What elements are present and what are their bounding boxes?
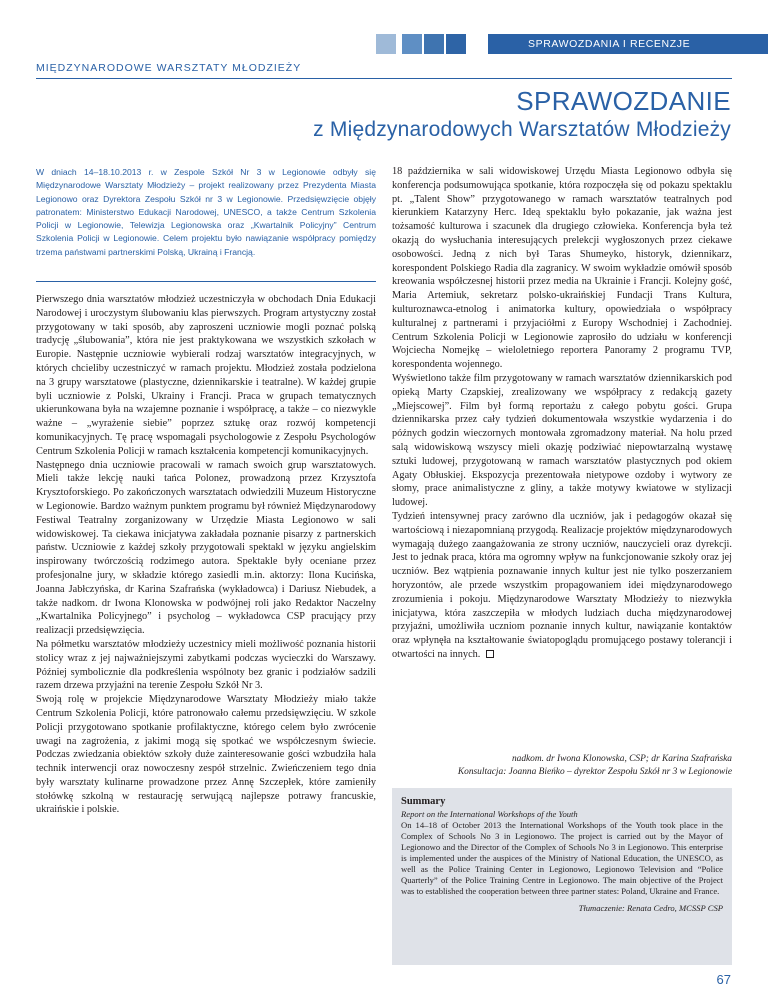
divider [36,78,732,79]
summary-translation: Tłumaczenie: Renata Cedro, MCSSP CSP [578,903,723,913]
summary-subtitle: Report on the International Workshops of the Youth [401,809,578,819]
header-square [402,34,422,54]
paragraph: Wyświetlono także film przygotowany w ramach warsztatów dziennikarskich pod opieką Marty Czapskiej, zrealizowany we współpracy z redakcją gazety „Miejscowej”. Film był formą reportażu z całego pobytu gości. Grupa dziennikarska przez cały tydzień dokumentowała wszystkie wydarzenia i do późnych godzin wieczornych montowała zgromadzony materiał. Na holu przed salą widowiskową wszyscy mieli okazję podziwiać niepowtarzalną wystawę sztuki ludowej, przygotowaną w ramach warsztatów plastycznych pod okiem Agaty Obłuskiej. Ekspozycja prezentowała nietypowe ozdoby i wytwory ze słomy, prace animalistyczne z gliny, a także motywy kwiatowe w stylizacji ludowej. [392,372,732,509]
paragraph-text: Tydzień intensywnej pracy zarówno dla uczniów, jak i pedagogów okazał się wartościową i niezapomnianą przygodą. Realizacje projektów międzynarodowych wymagają dużego zaangażowania ze strony uczniów, nauczycieli oraz dyrekcji. Jest to jednak praca, która ma ogromny wpływ na funkcjonowanie szkoły oraz jej uczniów. Bez wątpienia poznawanie innych kultur jest nie tylko poszerzaniem horyzontów, ale przede wszystkim propagowaniem idei międzynarodowego zrozumienia i pokoju. Międzynarodowe Warsztaty Młodzieży to niezwykła inicjatywa, która zaszczepiła w młodych ludziach ducha międzynarodowej przyjaźni, umożliwiła uczniom poznanie innych kultur, nawiązanie kontaktów oraz wpłynęła na kształtowanie światopoglądu promującego postawy tolerancji i otwartości na innych. [392,510,732,660]
summary-box [392,788,732,965]
right-column [392,165,732,662]
paragraph: Następnego dnia uczniowie pracowali w ramach swoich grup warsztatowych. Mieli także lekcję nauki tańca Polonez, prowadzoną przez Krzysztofa Krysztoforskiego. Po zakończonych warsztatach odwiedzili Muzeum Historyczne w Legionowie. Bardzo ważnym punktem programu był również Międzynarodowy Festiwal Teatralny zorganizowany w Urzędzie Miasta Legionowo w sali widowiskowej. Ta ciekawa inicjatywa zakładała poznanie pisarzy z partnerskich państw. Uczniowie z każdej szkoły przygotowali spektakl w języku angielskim inspirowany twórczością rodzimego autora. Spektakle były oceniane przez profesjonalne jury, w składzie którego zasiedli m.in. aktorzy: Ilona Kucińska, Joanna Jabłczyńska, dr Karina Szafrańska (wykładowca) i Dariusz Niebudek, a także nadkom. dr Iwona Klonowska w podwójnej roli jako Redaktor Naczelny „Kwartalnika Policyjnego” i psycholog – wykładowca CSP pracujący przy realizacji przedsięwzięcia. [36,459,376,637]
article-subtitle: z Międzynarodowych Warsztatów Młodzieży [313,118,731,141]
paragraph: Pierwszego dnia warsztatów młodzież uczestniczyła w obchodach Dnia Edukacji Narodowej i uroczystym ślubowaniu klas pierwszych. Program artystyczny został przygotowany w taki sposób, aby zaproszeni uczniowie mogli poznać polską tradycję „ślubowania”, która nie jest praktykowana we wszystkich szkołach w Europie. Następnie uczniowie wybierali rodzaj warsztatów integracyjnych, w których chcieliby uczestniczyć w ramach projektu. Młodzież została podzielona na 3 grupy warsztatowe (plastyczne, dziennikarskie i teatralne). W każdej grupie byli uczniowie z Polski, Ukrainy i Francji. Praca w grupach tematycznych ukierunkowana była na wzajemne poznanie i współpracę, a także – co niezwykle ważne – „wyrażenie siebie” poprzez sztukę oraz rozwój kompetencji komunikacyjnych. Tę pracę wspomagali psychologowie z Zespołu Psychologów Centrum Szkolenia Policji w ramach kształcenia kompetencji komunikacyjnych. [36,294,376,457]
paragraph: Swoją rolę w projekcie Międzynarodowe Warsztaty Młodzieży miało także Centrum Szkolenia Policji, które patronowało całemu przedsięwzięciu. W szkole Policji przygotowano spotkanie profilaktyczne, którego celem było zwrócenie uwagi na zagrożenia, z jakimi mogą się spotkać we współczesnym świecie. Podczas zwiedzania obiektów szkoły duże zainteresowanie gości wzbudziła hala technik interwencji oraz nowoczesny zespół strzelnic. Zwieńczeniem tego dnia były warsztaty kulinarne prowadzone przez Annę Szczepłek, które zamieniły stołówkę szkolną w restaurację serwującą najlepsze potrawy francuskie, ukraińskie i polskie. [36,694,376,816]
paragraph: Na półmetku warsztatów młodzieży uczestnicy mieli możliwość poznania historii stolicy wraz z jej najważniejszymi zabytkami podczas wycieczki do Warszawy. Później symbolicznie dla podkreślenia wspólnoty bez granic i podziałów sadzili razem drzewa przyjaźni na terenie Zespołu Szkół Nr 3. [36,638,376,692]
header-squares [376,34,466,54]
end-of-article-icon [486,650,494,658]
consultation: Konsultacja: Joanna Bieńko – dyrektor Zespołu Szkół nr 3 w Legionowie [457,767,732,777]
paragraph-last [392,510,732,662]
left-column [36,293,376,817]
paragraph: 18 października w sali widowiskowej Urzędu Miasta Legionowo odbyła się konferencja podsumowująca spotkanie, która rozpoczęła się od pokazu spektaklu pt. „Talent Show” przygotowanego w ramach warsztatów teatralnych pod kierunkiem Katarzyny Herc. Ideą spektaklu było pokazanie, jak ważna jest tożsamość kulturowa i szacunek dla drugiego człowieka. Konferencja była też okazją do wysłuchania interesujących prelekcji wygłoszonych przez ciekawe osobowości. Jedną z nich był Taras Shumeyko, historyk, dziennikarz, korespondent Polskiego Radia dla zagranicy. W swoim wykładzie omówił sposób kreowania współczesnej historii przez media na Ukrainie i Francji. Kolejny gość, Maria Artemiuk, sekretarz polsko-ukraińskiej Fundacji Trans Kultura, kulturoznawca-etnolog i animatorka kultury, opowiedziała o współpracy kulturalnej z partnerami i przyjaciółmi z Europy Wschodniej i Zachodniej. Centrum Szkolenia Policji w Legionowie zaprosiło do udziału w konferencji Wojciecha Nomejkę – wieloletniego reportera Panoramy 2 programu TVP, korespondenta wojennego. [392,166,732,371]
page-number: 67 [716,972,731,987]
section-header: SPRAWOZDANIA I RECENZJE [488,34,768,54]
author-block [372,753,732,779]
header-square [376,34,396,54]
author-names: nadkom. dr Iwona Klonowska, CSP; dr Karina Szafrańska [511,754,732,764]
lead-divider [36,281,376,282]
article-title: SPRAWOZDANIE [516,86,731,116]
summary-title: Summary [401,796,446,807]
header-square [424,34,444,54]
lead-paragraph: W dniach 14–18.10.2013 r. w Zespole Szkół Nr 3 w Legionowie odbyły się Międzynarodowe Warsztaty Młodzieży – projekt realizowany przez Prezydenta Miasta Legionowo oraz Dyrektora Zespołu Szkół nr 3 w Legionowie. Przedsięwzięcie objęły patronatem: Ministerstwo Edukacji Narodowej, UNESCO, a także Centrum Szkolenia Policji w Legionowie, Telewizja Legionowska oraz „Kwartalnik Policyjny” Centrum Szkolenia Policji w Legionowie. Celem projektu było nawiązanie współpracy pomiędzy trzema państwami partnerskimi Polską, Ukrainą i Francją. [36,167,376,257]
header-square [446,34,466,54]
summary-text: On 14–18 of October 2013 the International Workshops of the Youth took place in the Complex of Schools No 3 in Legionowo. The project is carried out by the Mayor of Legionowo and the Director of the Complex of Schools No 3 in Legionowo. This enterprise is implemented under the auspices of the Ministry of National Education, the UNESCO, as well as the Police Training Center in Legionowo, Legionowo Television and “Police Quarterly” of the Police Training Centre in Legionowo. The main objective of the Project was to established the cooperation between three partner states: Poland, Ukraine and France. [401,820,723,896]
article-kicker: MIĘDZYNARODOWE WARSZTATY MŁODZIEŻY [36,62,302,74]
